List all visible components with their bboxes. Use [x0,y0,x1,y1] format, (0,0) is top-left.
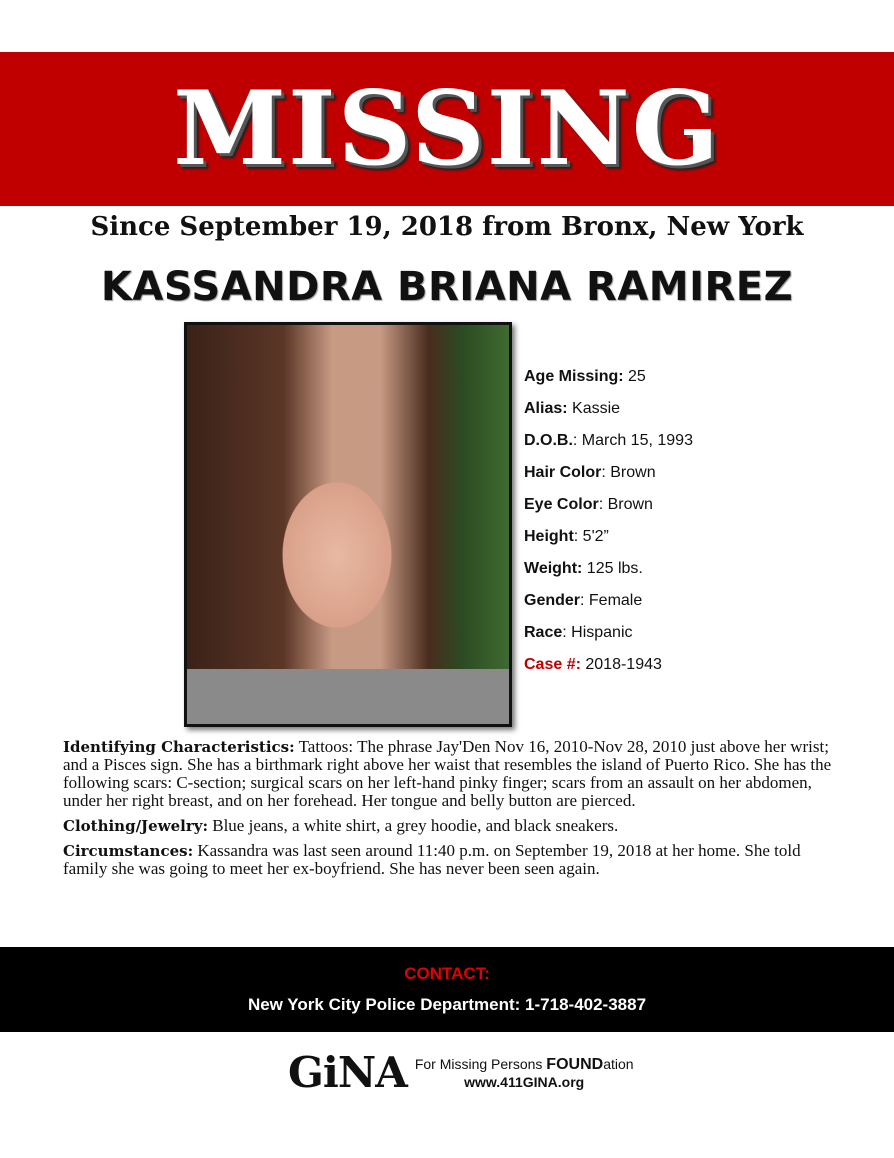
detail-value: : Hispanic [562,624,633,641]
detail-height [524,527,693,559]
circumstances [63,842,833,878]
banner-title: MISSING [173,69,721,189]
detail-label: Hair Color [524,464,602,481]
detail-label: Height [524,528,574,545]
detail-eye [524,495,693,527]
detail-label: Case #: [524,656,581,673]
person-name: KASSANDRA BRIANA RAMIREZ [100,264,794,310]
detail-value: : March 15, 1993 [572,432,693,449]
missing-banner [0,52,894,206]
contact-band [0,947,894,1032]
detail-label: Age Missing: [524,368,624,385]
identifying-characteristics [63,738,833,810]
detail-value: Kassie [567,400,621,417]
logo-tagline [415,1056,634,1074]
details-list [524,367,693,687]
detail-hair [524,463,693,495]
detail-value: : Brown [598,496,653,513]
detail-alias [524,399,693,431]
missing-since: Since September 19, 2018 from Bronx, New York [90,212,804,242]
detail-age [524,367,693,399]
section-text: Blue jeans, a white shirt, a grey hoodie, and black sneakers. [208,816,619,835]
detail-label: D.O.B. [524,432,573,449]
photo-shirt [187,669,509,724]
section-label: Circumstances: [63,842,194,860]
description [63,738,833,885]
tagline-part: For Missing Persons [414,1055,547,1072]
detail-label: Alias: [524,400,568,417]
section-label: Identifying Characteristics: [63,738,295,756]
detail-gender [524,591,693,623]
contact-department: New York City Police Department: 1-718-402-3887 [247,995,647,1014]
gina-logo [288,1048,634,1097]
detail-case [524,655,693,687]
detail-value: 125 lbs. [582,560,643,577]
section-text: Tattoos: The phrase Jay'Den Nov 16, 2010-Nov 28, 2010 just above her wrist; and a Pisces sign. She has a birthmark right above her waist that resembles the island of Puerto Rico. She has the following scars: C-section; surgical scars on her left-hand pinky finger; scars from an assault on her abdomen, under her right breast, and on her forehead. Her tongue and belly button are pierced. [63,737,832,810]
contact-label: CONTACT: [404,964,490,983]
logo-url[interactable]: www.411GINA.org [464,1073,585,1090]
detail-value: : Female [580,592,643,609]
detail-weight [524,559,693,591]
person-photo [184,322,512,727]
detail-value: : Brown [601,464,656,481]
detail-dob [524,431,693,463]
tagline-part: FOUND [546,1055,604,1073]
tagline-part: ation [603,1055,634,1072]
detail-value: 25 [623,368,646,385]
detail-value: 2018-1943 [580,656,662,673]
detail-label: Gender [524,592,581,609]
detail-label: Eye Color [524,496,599,513]
logo-wordmark: GiNA [288,1048,407,1097]
detail-value: : 5'2” [573,528,609,545]
section-text: Kassandra was last seen around 11:40 p.m. on September 19, 2018 at her home. She told family she was going to meet her ex-boyfriend. She has never been seen again. [63,841,801,878]
detail-label: Race [524,624,563,641]
logo-text [415,1056,634,1090]
clothing-jewelry [63,817,833,835]
detail-label: Weight: [524,560,583,577]
detail-race [524,623,693,655]
section-label: Clothing/Jewelry: [63,817,208,835]
